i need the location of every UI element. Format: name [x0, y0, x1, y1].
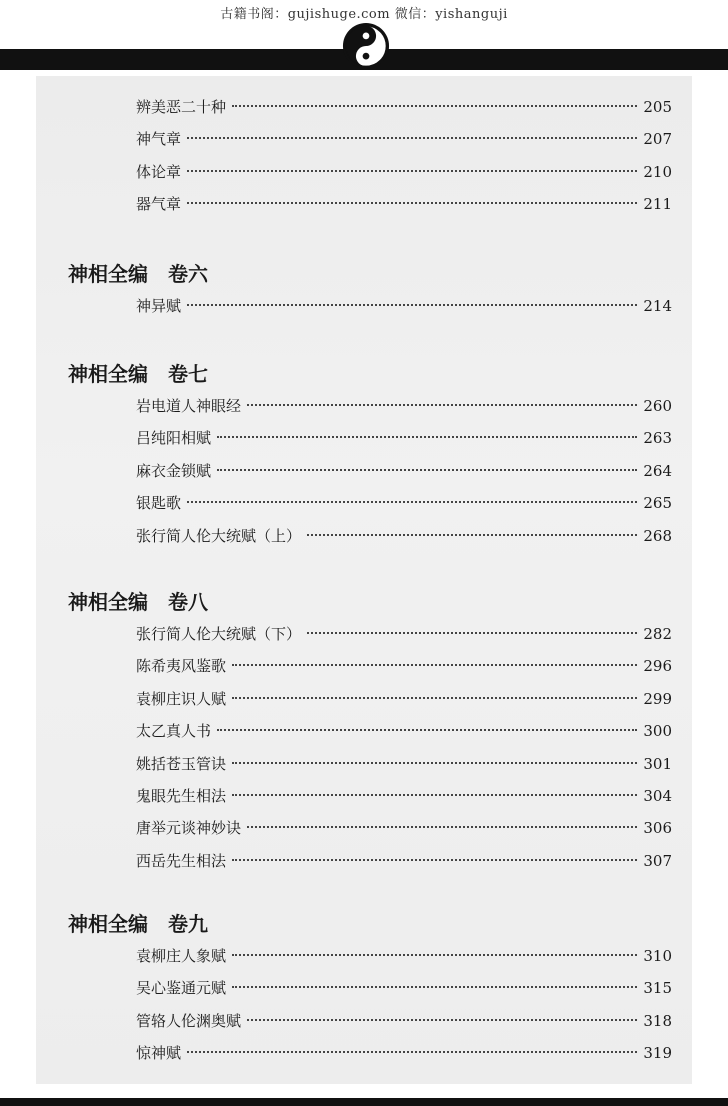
toc-entry [136, 945, 672, 969]
toc-entry [136, 460, 672, 484]
toc-entry [136, 977, 672, 1001]
toc-entry [136, 688, 672, 712]
dot-leader [232, 762, 637, 764]
toc-entry-title: 麻衣金锁赋 [136, 461, 212, 480]
toc-entry-title: 吴心鉴通元赋 [136, 979, 227, 998]
toc-entry-title: 神异赋 [136, 297, 182, 315]
dot-leader [247, 1019, 637, 1021]
toc-entry-page-number: 264 [643, 461, 672, 480]
toc-entry-page-number: 315 [643, 979, 672, 998]
section-volume-title: 卷九 [168, 912, 208, 936]
toc-entry [136, 128, 672, 152]
section-volume-title: 卷七 [168, 362, 208, 386]
toc-entry-page-number: 296 [643, 657, 672, 676]
toc-entry-page-number: 263 [643, 429, 672, 448]
section-volume-title: 卷六 [168, 262, 208, 286]
dot-leader [307, 534, 637, 536]
toc-entry [136, 1042, 672, 1066]
dot-leader [232, 794, 637, 796]
toc-entry [136, 96, 672, 120]
toc-entry-title: 太乙真人书 [136, 722, 212, 741]
toc-entry [136, 850, 672, 874]
toc-entry-page-number: 282 [643, 625, 672, 643]
dot-leader [232, 859, 637, 861]
toc-entry-page-number: 211 [643, 195, 672, 214]
toc-entry [136, 655, 672, 679]
toc-entry [136, 1010, 672, 1034]
toc-entry-page-number: 268 [643, 526, 672, 545]
dot-leader [187, 304, 637, 306]
toc-entry-page-number: 306 [643, 819, 672, 838]
dot-leader [247, 826, 637, 828]
section-book-title: 神相全编 [68, 912, 148, 936]
toc-entry-page-number: 205 [643, 98, 672, 116]
toc-entry-title: 银匙歌 [136, 494, 182, 513]
dot-leader [187, 202, 637, 204]
toc-entry [136, 525, 672, 549]
section-heading [68, 908, 208, 938]
toc-entry-page-number: 265 [643, 494, 672, 513]
section-volume-title: 卷八 [168, 590, 208, 614]
toc-entry [136, 193, 672, 217]
toc-entry-page-number: 299 [643, 689, 672, 708]
toc-entry-title: 西岳先生相法 [136, 851, 227, 870]
toc-entry [136, 161, 672, 185]
toc-entry-title: 岩电道人神眼经 [136, 397, 242, 415]
section-heading [68, 358, 208, 388]
toc-entry-title: 管辂人伦渊奥赋 [136, 1011, 242, 1030]
section-book-title: 神相全编 [68, 590, 148, 614]
toc-entry [136, 785, 672, 809]
dot-leader [187, 1051, 637, 1053]
dot-leader [217, 729, 637, 731]
toc-entry-title: 体论章 [136, 162, 182, 181]
toc-entry [136, 623, 672, 647]
toc-entry-title: 张行简人伦大统赋（下） [136, 625, 302, 643]
toc-entry-title: 唐举元谈神妙诀 [136, 819, 242, 838]
toc-entry-page-number: 307 [643, 851, 672, 870]
toc-entry [136, 395, 672, 419]
dot-leader [232, 986, 637, 988]
toc-entry-page-number: 214 [643, 297, 672, 315]
toc-entry-title: 陈希夷风鉴歌 [136, 657, 227, 676]
toc-entry-page-number: 319 [643, 1044, 672, 1063]
section-heading [68, 258, 208, 288]
toc-entry-title: 神气章 [136, 130, 182, 149]
dot-leader [307, 632, 637, 634]
toc-entry [136, 492, 672, 516]
toc-entry-page-number: 207 [643, 130, 672, 149]
watermark-text: 古籍书阁：gujishuge.com 微信：yishanguji [220, 7, 508, 22]
dot-leader [232, 697, 637, 699]
dot-leader [232, 105, 637, 107]
toc-entry [136, 753, 672, 777]
toc-entry [136, 720, 672, 744]
toc-entry [136, 295, 672, 319]
section-book-title: 神相全编 [68, 362, 148, 386]
dot-leader [232, 954, 637, 956]
toc-entry-title: 辨美恶二十种 [136, 98, 227, 116]
toc-entry [136, 427, 672, 451]
toc-entry-title: 鬼眼先生相法 [136, 787, 227, 805]
toc-entry-page-number: 260 [643, 397, 672, 415]
dot-leader [247, 404, 637, 406]
toc-entry-title: 姚括苍玉管诀 [136, 754, 227, 773]
toc-entry-page-number: 210 [643, 162, 672, 181]
toc-entry-title: 惊神赋 [136, 1044, 182, 1063]
toc-entry-title: 袁柳庄识人赋 [136, 689, 227, 708]
toc-entry-page-number: 318 [643, 1011, 672, 1030]
toc-entry [136, 817, 672, 841]
dot-leader [187, 170, 637, 172]
toc-entry-page-number: 304 [643, 787, 672, 805]
toc-entry-page-number: 310 [643, 947, 672, 965]
section-heading [68, 586, 208, 616]
dot-leader [217, 469, 637, 471]
dot-leader [187, 501, 637, 503]
dot-leader [187, 137, 637, 139]
toc-entry-page-number: 300 [643, 722, 672, 741]
section-book-title: 神相全编 [68, 262, 148, 286]
dot-leader [232, 664, 637, 666]
toc-entry-page-number: 301 [643, 754, 672, 773]
toc-entry-title: 吕纯阳相赋 [136, 429, 212, 448]
toc-entry-title: 器气章 [136, 195, 182, 214]
toc-entry-title: 袁柳庄人象赋 [136, 947, 227, 965]
dot-leader [217, 436, 637, 438]
toc-entry-title: 张行简人伦大统赋（上） [136, 526, 302, 545]
